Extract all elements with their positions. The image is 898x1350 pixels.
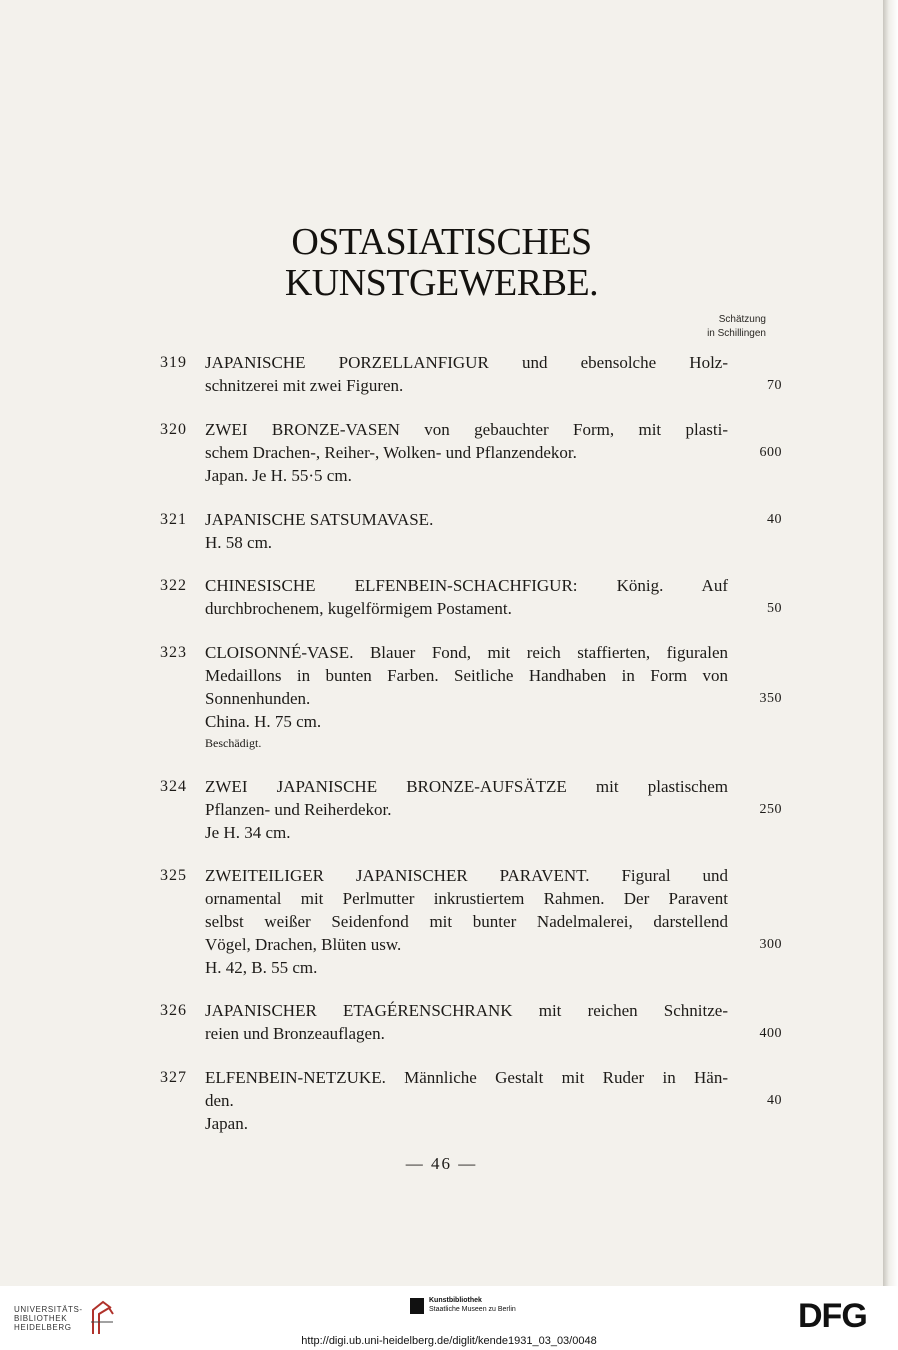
lot-description — [205, 418, 728, 487]
page-edge-shadow — [883, 0, 898, 1286]
estimate-column-header — [707, 313, 766, 341]
lot-line: ZWEI JAPANISCHE BRONZE-AUFSÄTZE mit plastischem — [205, 777, 728, 796]
lot-line: H. 58 cm. — [205, 533, 273, 552]
lot-line: Medaillons in bunten Farben. Seitliche Handhaben in Form von — [205, 666, 728, 685]
lot-price: 70 — [767, 378, 782, 393]
lot-line: selbst weißer Seidenfond mit bunter Nadelmalerei, darstellend — [205, 912, 728, 931]
lot-number: 324 — [160, 778, 187, 795]
uni-line: UNIVERSITÄTS- — [14, 1304, 83, 1314]
heidelberg-emblem-icon — [89, 1300, 115, 1336]
lot-line: schnitzerei mit zwei Figuren. — [205, 376, 404, 395]
lot-price: 50 — [767, 601, 782, 616]
uni-line: HEIDELBERG — [14, 1322, 72, 1332]
digitization-footer — [0, 1286, 898, 1350]
lot-number: 325 — [160, 867, 187, 884]
lot-line: China. H. 75 cm. — [205, 712, 322, 731]
lot-line: Japan. — [205, 1114, 248, 1133]
lot-number: 326 — [160, 1002, 187, 1019]
lot-number: 323 — [160, 644, 187, 661]
lot-line: durchbrochenem, kugelförmigem Postament. — [205, 599, 512, 618]
lot-line: Je H. 34 cm. — [205, 823, 291, 842]
lot-price: 600 — [759, 445, 782, 460]
lot-description — [205, 641, 728, 755]
lot-description — [205, 351, 728, 397]
lot-number: 321 — [160, 511, 187, 528]
kb-line: Staatliche Museen zu Berlin — [429, 1306, 516, 1313]
lot-price: 300 — [759, 937, 782, 952]
lot-line: ELFENBEIN-NETZUKE. Männliche Gestalt mit Ruder in Hän- — [205, 1068, 728, 1087]
lot-price: 250 — [759, 802, 782, 817]
page-number: — 46 — — [405, 1154, 478, 1173]
lot-condition-note: Beschädigt. — [205, 736, 262, 750]
heidelberg-library-name — [14, 1305, 83, 1332]
lot-line: Japan. Je H. 55·5 cm. — [205, 466, 352, 485]
page-title-line2: KUNSTGEWERBE. — [284, 262, 599, 304]
kunstbibliothek-mark-icon — [410, 1298, 424, 1314]
lot-price: 350 — [759, 691, 782, 706]
lot-line: den. — [205, 1091, 234, 1110]
lot-price: 40 — [767, 512, 782, 527]
lot-line: schem Drachen-, Reiher-, Wolken- und Pflanzendekor. — [205, 443, 577, 462]
lot-description — [205, 775, 728, 844]
lot-number: 319 — [160, 354, 187, 371]
lot-price: 40 — [767, 1093, 782, 1108]
lot-line: ornamental mit Perlmutter inkrustiertem Rahmen. Der Paravent — [205, 889, 728, 908]
lot-number: 327 — [160, 1069, 187, 1086]
estimate-header-line2: in Schillingen — [707, 328, 766, 339]
lot-line: H. 42, B. 55 cm. — [205, 958, 318, 977]
lot-line: JAPANISCHE SATSUMAVASE. — [205, 510, 434, 529]
page-title-line1: OSTASIATISCHES — [291, 221, 592, 263]
lot-description — [205, 574, 728, 620]
kunstbibliothek-name — [429, 1296, 516, 1314]
lot-line: reien und Bronzeauflagen. — [205, 1024, 385, 1043]
kunstbibliothek-logo[interactable] — [410, 1296, 516, 1314]
uni-line: BIBLIOTHEK — [14, 1313, 68, 1323]
lot-line: Vögel, Drachen, Blüten usw. — [205, 935, 402, 954]
dfg-logo[interactable]: DFG — [798, 1297, 867, 1335]
lot-number: 322 — [160, 577, 187, 594]
lot-description — [205, 508, 728, 554]
lot-line: JAPANISCHER ETAGÉRENSCHRANK mit reichen Schnitze- — [205, 1001, 728, 1020]
kb-line: Kunstbibliothek — [429, 1297, 482, 1304]
lot-price: 400 — [759, 1026, 782, 1041]
lot-line: ZWEITEILIGER JAPANISCHER PARAVENT. Figural und — [205, 866, 728, 885]
lot-line: CHINESISCHE ELFENBEIN-SCHACHFIGUR: König. Auf — [205, 576, 728, 595]
estimate-header-line1: Schätzung — [718, 314, 766, 325]
heidelberg-library-logo[interactable] — [14, 1300, 115, 1336]
lot-line: Sonnenhunden. — [205, 689, 311, 708]
lot-description — [205, 999, 728, 1045]
lot-line: ZWEI BRONZE-VASEN von gebauchter Form, mit plasti- — [205, 420, 728, 439]
permalink-url[interactable]: http://digi.ub.uni-heidelberg.de/diglit/kende1931_03_03/0048 — [301, 1335, 597, 1347]
lot-line: CLOISONNÉ-VASE. Blauer Fond, mit reich staffierten, figuralen — [205, 643, 728, 662]
lot-number: 320 — [160, 421, 187, 438]
lot-description — [205, 1066, 728, 1135]
lot-line: JAPANISCHE PORZELLANFIGUR und ebensolche Holz- — [205, 353, 728, 372]
lot-line: Pflanzen- und Reiherdekor. — [205, 800, 392, 819]
lot-description — [205, 864, 728, 979]
